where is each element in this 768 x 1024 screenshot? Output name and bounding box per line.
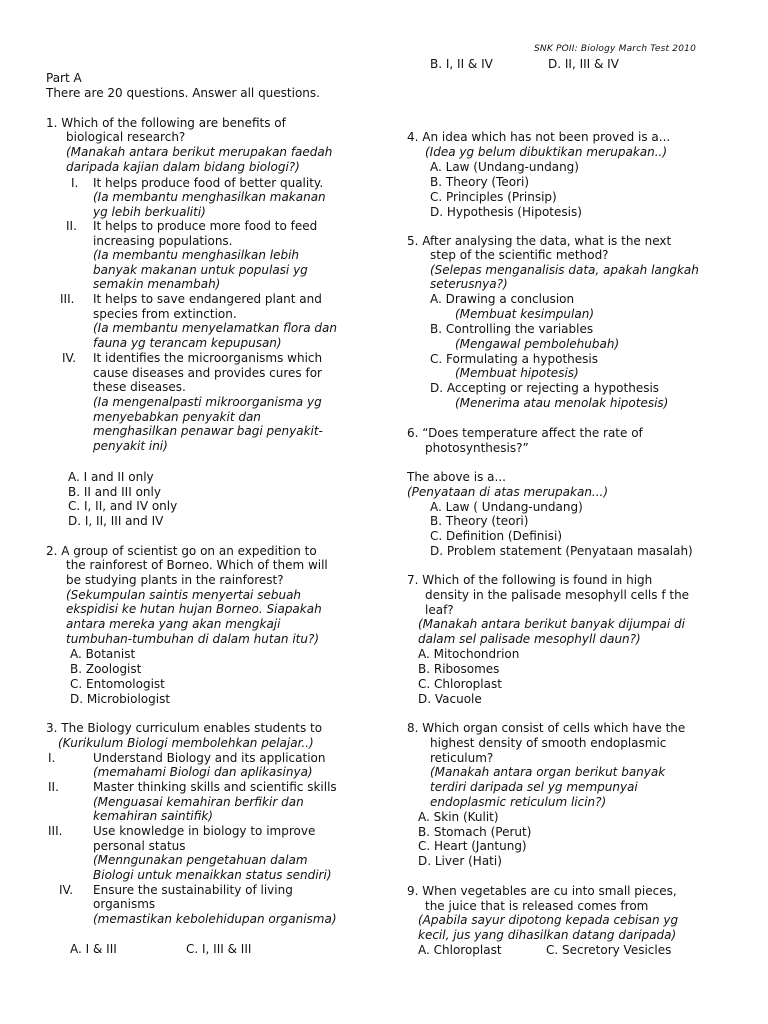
answer-option: D. Liver (Hati) bbox=[418, 854, 502, 868]
answer-option: D. I, II, III and IV bbox=[68, 514, 164, 528]
answer-option: C. I, III & III bbox=[186, 942, 252, 956]
answer-option: C. Entomologist bbox=[70, 677, 165, 691]
answer-option: A. Skin (Kulit) bbox=[418, 810, 499, 824]
statement-translation: (memahami Biologi dan aplikasinya) bbox=[93, 765, 313, 779]
answer-option: B. Controlling the variables bbox=[430, 322, 594, 336]
question-translation: antara mereka yang akan mengkaji bbox=[66, 617, 281, 631]
statement-translation: (memastikan kebolehidupan organisma) bbox=[93, 912, 337, 926]
statement-translation: (Menngunakan pengetahuan dalam bbox=[93, 853, 308, 867]
question-translation: ekspidisi ke hutan hujan Borneo. Siapakah bbox=[66, 602, 322, 616]
question-text: 5. After analysing the data, what is the next bbox=[407, 234, 672, 248]
answer-option: B. Ribosomes bbox=[418, 662, 500, 676]
answer-option: D. Microbiologist bbox=[70, 692, 171, 706]
answer-option: B. Stomach (Perut) bbox=[418, 825, 532, 839]
question-translation: seterusnya?) bbox=[430, 277, 508, 291]
statement-translation: (Menguasai kemahiran berfikir dan bbox=[93, 795, 304, 809]
question-translation: endoplasmic reticulum licin?) bbox=[430, 795, 607, 809]
answer-option: C. Definition (Definisi) bbox=[430, 529, 562, 543]
question-translation: (Selepas menganalisis data, apakah langkah bbox=[430, 263, 699, 277]
question-text: the juice that is released comes from bbox=[425, 899, 649, 913]
statement-text: these diseases. bbox=[93, 380, 186, 394]
statement-text: Understand Biology and its application bbox=[93, 751, 326, 765]
statement-numeral: III. bbox=[60, 292, 75, 306]
statement-translation: yg lebih berkualiti) bbox=[93, 205, 206, 219]
answer-option: A. I and II only bbox=[68, 470, 154, 484]
answer-option: B. Theory (teori) bbox=[430, 514, 529, 528]
statement-text: organisms bbox=[93, 897, 156, 911]
question-text: photosynthesis?” bbox=[425, 441, 529, 455]
question-text: The above is a... bbox=[407, 470, 506, 484]
question-text: reticulum? bbox=[430, 751, 494, 765]
statement-numeral: IV. bbox=[62, 351, 77, 365]
question-text: step of the scientific method? bbox=[430, 248, 609, 262]
question-text: 4. An idea which has not been proved is a... bbox=[407, 130, 671, 144]
question-text: 1. Which of the following are benefits of bbox=[46, 116, 286, 130]
instructions: There are 20 questions. Answer all questions. bbox=[46, 86, 320, 100]
question-translation: dalam sel palisade mesophyll daun?) bbox=[418, 632, 641, 646]
answer-option: B. I, II & IV bbox=[430, 57, 493, 71]
statement-translation: menyebabkan penyakit dan bbox=[93, 410, 261, 424]
statement-text: cause diseases and provides cures for bbox=[93, 366, 322, 380]
statement-text: It identifies the microorganisms which bbox=[93, 351, 323, 365]
statement-translation: (Ia mengenalpasti mikroorganisma yg bbox=[93, 395, 322, 409]
statement-translation: banyak makanan untuk populasi yg bbox=[93, 263, 308, 277]
statement-text: It helps to produce more food to feed bbox=[93, 219, 318, 233]
statement-text: personal status bbox=[93, 839, 186, 853]
statement-translation: semakin menambah) bbox=[93, 277, 221, 291]
answer-option: D. Accepting or rejecting a hypothesis bbox=[430, 381, 660, 395]
answer-option: B. Zoologist bbox=[70, 662, 142, 676]
answer-option: A. Law ( Undang-undang) bbox=[430, 500, 583, 514]
question-translation: terdiri daripada sel yg mempunyai bbox=[430, 780, 638, 794]
part-title: Part A bbox=[46, 71, 82, 85]
question-text: 3. The Biology curriculum enables students to bbox=[46, 721, 323, 735]
answer-option: D. Vacuole bbox=[418, 692, 482, 706]
question-translation: tumbuhan-tumbuhan di dalam hutan itu?) bbox=[66, 632, 320, 646]
answer-option: A. Botanist bbox=[70, 647, 136, 661]
question-translation: (Manakah antara organ berikut banyak bbox=[430, 765, 666, 779]
statement-translation: fauna yg terancam kepupusan) bbox=[93, 336, 282, 350]
answer-option: C. Principles (Prinsip) bbox=[430, 190, 557, 204]
statement-numeral: I. bbox=[71, 176, 79, 190]
answer-option: B. Theory (Teori) bbox=[430, 175, 530, 189]
option-translation: (Mengawal pembolehubah) bbox=[455, 337, 620, 351]
answer-option: C. Heart (Jantung) bbox=[418, 839, 527, 853]
answer-option: D. Hypothesis (Hipotesis) bbox=[430, 205, 582, 219]
question-translation: (Apabila sayur dipotong kepada cebisan yg bbox=[418, 913, 679, 927]
question-text: 8. Which organ consist of cells which have the bbox=[407, 721, 686, 735]
question-translation: (Kurikulum Biologi membolehkan pelajar..) bbox=[58, 736, 314, 750]
statement-numeral: I. bbox=[48, 751, 56, 765]
question-text: highest density of smooth endoplasmic bbox=[430, 736, 667, 750]
statement-translation: (Ia membantu menyelamatkan flora dan bbox=[93, 321, 337, 335]
answer-option: D. II, III & IV bbox=[548, 57, 619, 71]
answer-option: D. Problem statement (Penyataan masalah) bbox=[430, 544, 693, 558]
page-header: SNK POII: Biology March Test 2010 bbox=[534, 44, 697, 54]
statement-text: Use knowledge in biology to improve bbox=[93, 824, 316, 838]
answer-option: A. Mitochondrion bbox=[418, 647, 520, 661]
question-text: 2. A group of scientist go on an expedition to bbox=[46, 544, 317, 558]
question-translation: (Penyataan di atas merupakan...) bbox=[407, 485, 609, 499]
answer-option: C. Formulating a hypothesis bbox=[430, 352, 598, 366]
answer-option: A. Drawing a conclusion bbox=[430, 292, 575, 306]
statement-translation: (Ia membantu menghasilkan makanan bbox=[93, 190, 326, 204]
option-translation: (Menerima atau menolak hipotesis) bbox=[455, 396, 669, 410]
answer-option: A. I & III bbox=[70, 942, 117, 956]
question-text: be studying plants in the rainforest? bbox=[66, 573, 284, 587]
statement-text: increasing populations. bbox=[93, 234, 233, 248]
answer-option: A. Law (Undang-undang) bbox=[430, 160, 579, 174]
statement-text: Ensure the sustainability of living bbox=[93, 883, 293, 897]
statement-text: It helps to save endangered plant and bbox=[93, 292, 322, 306]
question-text: biological research? bbox=[66, 130, 186, 144]
question-text: the rainforest of Borneo. Which of them will bbox=[66, 558, 328, 572]
option-translation: (Membuat kesimpulan) bbox=[455, 307, 595, 321]
statement-text: species from extinction. bbox=[93, 307, 237, 321]
question-text: 6. “Does temperature affect the rate of bbox=[407, 426, 643, 440]
option-translation: (Membuat hipotesis) bbox=[455, 366, 579, 380]
answer-option: C. Secretory Vesicles bbox=[546, 943, 672, 957]
statement-translation: Biologi untuk menaikkan status sendiri) bbox=[93, 868, 332, 882]
question-text: 9. When vegetables are cu into small pieces, bbox=[407, 884, 677, 898]
statement-translation: penyakit ini) bbox=[93, 439, 168, 453]
statement-translation: kemahiran saintifik) bbox=[93, 809, 213, 823]
statement-numeral: IV. bbox=[59, 883, 74, 897]
question-translation: (Manakah antara berikut banyak dijumpai di bbox=[418, 617, 685, 631]
statement-numeral: II. bbox=[48, 780, 59, 794]
question-translation: (Sekumpulan saintis menyertai sebuah bbox=[66, 588, 302, 602]
statement-translation: menghasilkan penawar bagi penyakit- bbox=[93, 424, 323, 438]
answer-option: B. II and III only bbox=[68, 485, 161, 499]
question-text: 7. Which of the following is found in high bbox=[407, 573, 653, 587]
statement-text: It helps produce food of better quality. bbox=[93, 176, 324, 190]
question-translation: (Manakah antara berikut merupakan faedah bbox=[66, 145, 333, 159]
statement-translation: (Ia membantu menghasilkan lebih bbox=[93, 248, 300, 262]
statement-text: Master thinking skills and scientific skills bbox=[93, 780, 337, 794]
question-translation: (Idea yg belum dibuktikan merupakan..) bbox=[425, 145, 668, 159]
answer-option: C. Chloroplast bbox=[418, 677, 502, 691]
question-text: leaf? bbox=[425, 603, 454, 617]
answer-option: C. I, II, and IV only bbox=[68, 499, 178, 513]
question-text: density in the palisade mesophyll cells f the bbox=[425, 588, 690, 602]
answer-option: A. Chloroplast bbox=[418, 943, 502, 957]
statement-numeral: II. bbox=[66, 219, 77, 233]
question-translation: kecil, jus yang dihasilkan datang daripada) bbox=[418, 928, 677, 942]
statement-numeral: III. bbox=[48, 824, 63, 838]
question-translation: daripada kajian dalam bidang biologi?) bbox=[66, 160, 300, 174]
